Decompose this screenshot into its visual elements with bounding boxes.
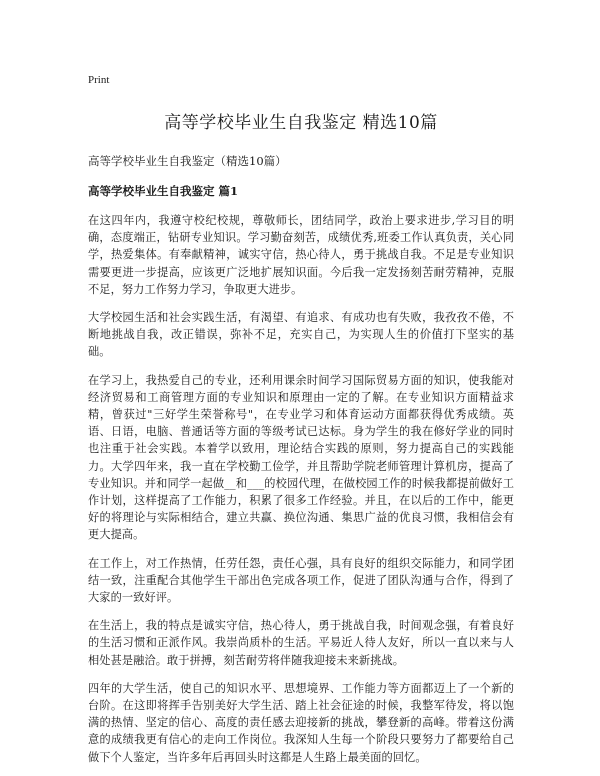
page-title: 高等学校毕业生自我鉴定 精选10篇 — [164, 113, 438, 133]
paragraph-3: 在学习上，我热爱自己的专业，还利用课余时间学习国际贸易方面的知识，使我能对经济贸易和工商管理方面的专业知识和原理由一定的了解。在专业知识方面精益求精，曾获过"三好学生荣誉称号"，在专业学习和体育运动方面都获得优秀成绩。英语、日语，电脑、普通话等方面的等级考试已达标。身为学生的我在修好学业的同时也注重于社会实践。本着学以致用，理论结合实践的原则，努力提高自己的实践能力。大学四年来，我一直在学校勤工俭学，并且帮助学院老师管理计算机房，提高了专业知识。并和同学一起做__和___的校园代理，在做校园工作的时候我都提前做好工作计划，这样提高了工作能力，积累了很多工作经验。并且，在以后的工作中，能更好的将理论与实际相结合，建立共赢、换位沟通、集思广益的优良习惯，我相信会有更大提高。 — [88, 373, 514, 542]
print-link[interactable]: Print — [88, 74, 110, 86]
section-heading: 高等学校毕业生自我鉴定 篇1 — [88, 184, 239, 198]
paragraph-2: 大学校园生活和社会实践生活，有渴望、有追求、有成功也有失败，我孜孜不倦，不断地挑战自我，改正错误，弥补不足，充实自己，为实现人生的价值打下坚实的基础。 — [88, 311, 514, 359]
document-subtitle: 高等学校毕业生自我鉴定（精选10篇） — [88, 154, 287, 168]
paragraph-5: 在生活上，我的特点是诚实守信，热心待人，勇于挑战自我，时间观念强，有着良好的生活习惯和正派作风。我崇尚质朴的生活。平易近人待人友好，所以一直以来与人相处甚是融洽。敢于拼搏，刻苦耐劳将伴随我迎接未来新挑战。 — [88, 619, 514, 667]
paragraph-4: 在工作上，对工作热情，任劳任怨，责任心强，具有良好的组织交际能力，和同学团结一致，注重配合其他学生干部出色完成各项工作，促进了团队沟通与合作，得到了大家的一致好评。 — [88, 556, 514, 605]
paragraph-1: 在这四年内，我遵守校纪校规，尊敬师长，团结同学，政治上要求进步,学习目的明确，态度端正，钻研专业知识。学习勤奋刻苦，成绩优秀,班委工作认真负责，关心同学，热爱集体。有奉献精神，诚实守信，热心待人，勇于挑战自我。不足是专业知识需要更进一步提高，应该更广泛地扩展知识面。今后我一定发扬刻苦耐劳精神，克服不足，努力工作努力学习，争取更大进步。 — [88, 214, 514, 296]
paragraph-6: 四年的大学生活，使自己的知识水平、思想境界、工作能力等方面都迈上了一个新的台阶。在这即将挥手告别美好大学生活、踏上社会征途的时候，我整军待发，将以饱满的热情、坚定的信心、高度的责任感去迎接新的挑战，攀登新的高峰。带着这份满意的成绩我更有信心的走向工作岗位。我深知人生每一个阶段只要努力了都要给自己做下个人鉴定，当许多年后再回头时这都是人生路上最美面的回忆。 — [88, 681, 514, 764]
